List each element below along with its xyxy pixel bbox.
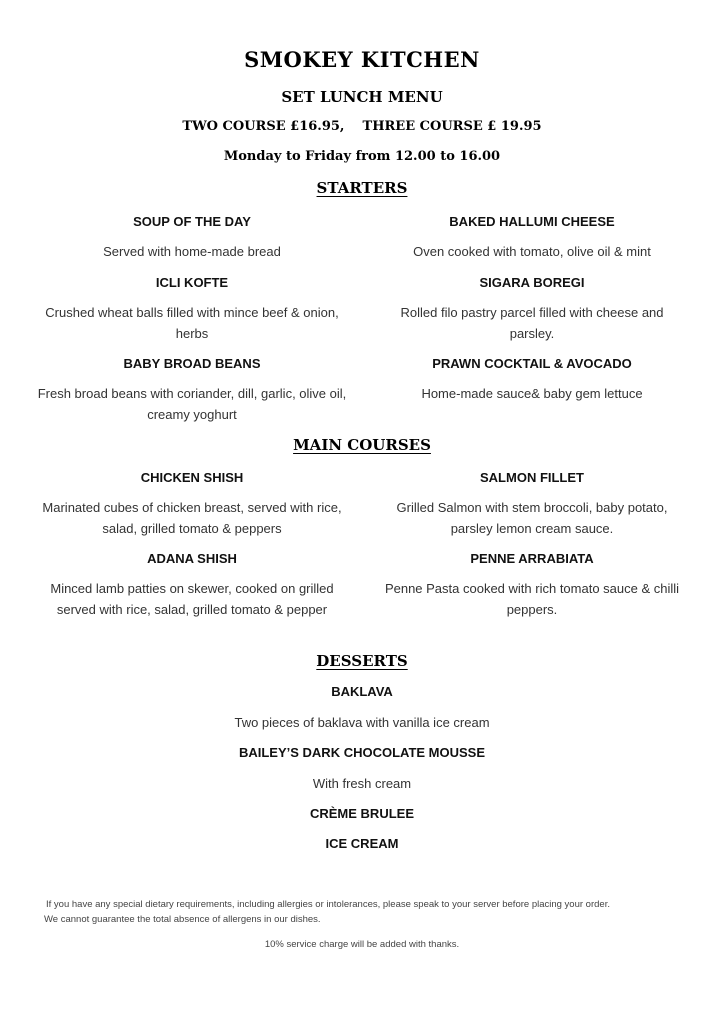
item-name: SOUP OF THE DAY [133,214,251,229]
menu-item [37,548,347,620]
menu-item [37,211,347,262]
item-name: SIGARA BOREGI [479,275,585,290]
item-name: BAILEY’S DARK CHOCOLATE MOUSSE [238,745,486,760]
menu-item [37,467,347,539]
item-desc: Two pieces of baklava with vanilla ice cream [234,715,490,730]
item-name: PENNE ARRABIATA [470,551,594,566]
item-name: ADANA SHISH [147,551,237,566]
menu-item [377,548,687,620]
menu-item [377,353,687,404]
menu-item [377,211,687,262]
item-desc: With fresh cream [312,776,412,791]
starters-heading: STARTERS [316,179,408,197]
item-desc: Marinated cubes of chicken breast, served with rice, salad, grilled tomato & peppers [42,500,342,536]
menu-item [37,272,347,344]
item-desc: Served with home-made bread [103,244,281,259]
item-desc: Grilled Salmon with stem broccoli, baby potato, parsley lemon cream sauce. [396,500,668,536]
item-desc: Crushed wheat balls filled with mince beef & onion, herbs [45,305,339,341]
mains-heading: MAIN COURSES [293,436,431,454]
item-name: BAKED HALLUMI CHEESE [449,214,615,229]
menu-item [377,272,687,344]
item-desc: Rolled filo pastry parcel filled with cheese and parsley. [400,305,664,341]
prices: TWO COURSE £16.95, THREE COURSE £ 19.95 [182,119,542,134]
item-name: PRAWN COCKTAIL & AVOCADO [432,356,632,371]
allergy-notice: If you have any special dietary requirements, including allergies or intolerances, please speak to your server before placing your order. [46,899,610,910]
item-desc: Fresh broad beans with coriander, dill, garlic, olive oil, creamy yoghurt [37,386,347,422]
item-name: BABY BROAD BEANS [123,356,261,371]
item-name: ICLI KOFTE [155,275,229,290]
item-desc: Home-made sauce& baby gem lettuce [421,386,643,401]
desserts-heading: DESSERTS [316,652,408,670]
item-name: ICE CREAM [325,836,399,851]
hours: Monday to Friday from 12.00 to 16.00 [223,149,501,164]
item-desc: Minced lamb patties on skewer, cooked on grilled served with rice, salad, grilled tomato & pepper [50,581,334,617]
restaurant-title: SMOKEY KITCHEN [244,47,480,72]
item-desc: Penne Pasta cooked with rich tomato sauce & chilli peppers. [384,581,680,617]
menu-item [377,467,687,539]
service-charge: 10% service charge will be added with thanks. [264,939,460,950]
menu-subtitle: SET LUNCH MENU [281,88,443,106]
allergy-notice-2: We cannot guarantee the total absence of allergens in our dishes. [44,914,321,925]
item-name: CHICKEN SHISH [140,470,244,485]
item-name: SALMON FILLET [480,470,584,485]
item-desc: Oven cooked with tomato, olive oil & mint [413,244,651,259]
menu-item [37,353,347,425]
item-name: CRÈME BRULEE [309,806,414,821]
item-name: BAKLAVA [331,684,393,699]
